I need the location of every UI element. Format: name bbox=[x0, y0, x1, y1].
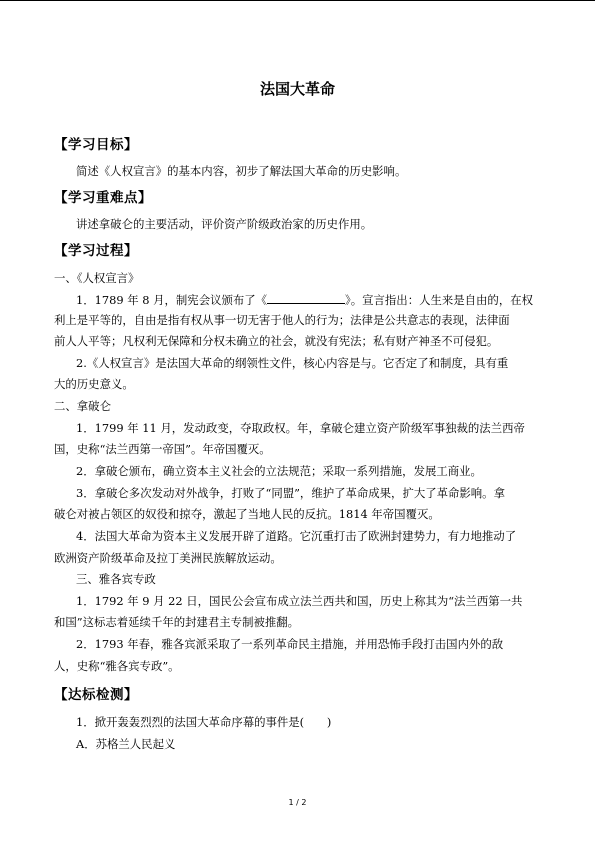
part1-p2-line1: 2.《人权宣言》是法国大革命的纲领性文件，核心内容是与。它否定了和制度，具有重 bbox=[76, 356, 509, 370]
question-1: 1．掀开轰轰烈烈的法国大革命序幕的事件是( ) bbox=[76, 715, 332, 729]
page-number: 1 / 2 bbox=[288, 798, 307, 807]
part3-p2-line1: 2．1793 年春，雅各宾派采取了一系列革命民主措施，并用恐怖手段打击国内外的敌 bbox=[76, 637, 504, 651]
top-rule bbox=[0, 0, 595, 1]
part1-p2-line2: 大的历史意义。 bbox=[54, 377, 134, 391]
section-heading-test: 【达标检测】 bbox=[54, 687, 138, 703]
fill-blank[interactable] bbox=[267, 291, 345, 304]
part1-heading: 一、《人权宣言》 bbox=[54, 271, 140, 285]
question-1-option-a: A．苏格兰人民起义 bbox=[76, 737, 176, 751]
part1-p1-line1 bbox=[76, 291, 533, 308]
part2-p1-line2: 国，史称“法兰西第一帝国”。年帝国覆灭。 bbox=[54, 442, 271, 456]
key-points-text: 讲述拿破仑的主要活动，评价资产阶级政治家的历史作用。 bbox=[76, 217, 373, 231]
part3-p2-line2: 人，史称“雅各宾专政”。 bbox=[54, 659, 180, 673]
part2-p3-line1: 3．拿破仑多次发动对外战争，打败了“同盟”，维护了革命成果，扩大了革命影响。拿 bbox=[76, 486, 505, 500]
part3-p1-line2: 和国”这标志着延续千年的封建君主专制被推翻。 bbox=[54, 615, 300, 629]
page-title: 法国大革命 bbox=[259, 80, 335, 98]
part3-heading: 三、雅各宾专政 bbox=[76, 572, 156, 586]
part2-heading: 二、拿破仑 bbox=[54, 399, 111, 413]
part1-p1-line3: 前人人平等；凡权利无保障和分权未确立的社会，就没有宪法；私有财产神圣不可侵犯。 bbox=[54, 334, 499, 348]
part1-p1-line2: 利上是平等的，自由是指有权从事一切无害于他人的行为；法律是公共意志的表现，法律面 bbox=[54, 313, 510, 327]
section-heading-goals: 【学习目标】 bbox=[54, 137, 138, 153]
section-heading-key-points: 【学习重难点】 bbox=[54, 190, 152, 206]
part2-p3-line2: 破仑对被占领区的奴役和掠夺，激起了当地人民的反抗。1814 年帝国覆灭。 bbox=[54, 507, 440, 521]
part2-p4-line2: 欧洲资产阶级革命及拉丁美洲民族解放运动。 bbox=[54, 551, 282, 565]
part1-p1-a: 1．1789 年 8 月，制宪会议颁布了《 bbox=[76, 293, 268, 307]
part1-p1-b: 》。宣言指出：人生来是自由的，在权 bbox=[345, 293, 533, 307]
goals-text: 简述《人权宣言》的基本内容，初步了解法国大革命的历史影响。 bbox=[76, 164, 407, 178]
part2-p1-line1: 1．1799 年 11 月，发动政变，夺取政权。年，拿破仑建立资产阶级军事独裁的法兰西帝 bbox=[76, 421, 525, 435]
part2-p2: 2．拿破仑颁布，确立资本主义社会的立法规范；采取一系列措施，发展工商业。 bbox=[76, 464, 482, 478]
part2-p4-line1: 4．法国大革命为资本主义发展开辟了道路。它沉重打击了欧洲封建势力，有力地推动了 bbox=[76, 529, 517, 543]
part3-p1-line1: 1．1792 年 9 月 22 日，国民公会宣布成立法兰西共和国，历史上称其为“法兰西第一共 bbox=[76, 594, 523, 608]
section-heading-process: 【学习过程】 bbox=[54, 243, 138, 259]
